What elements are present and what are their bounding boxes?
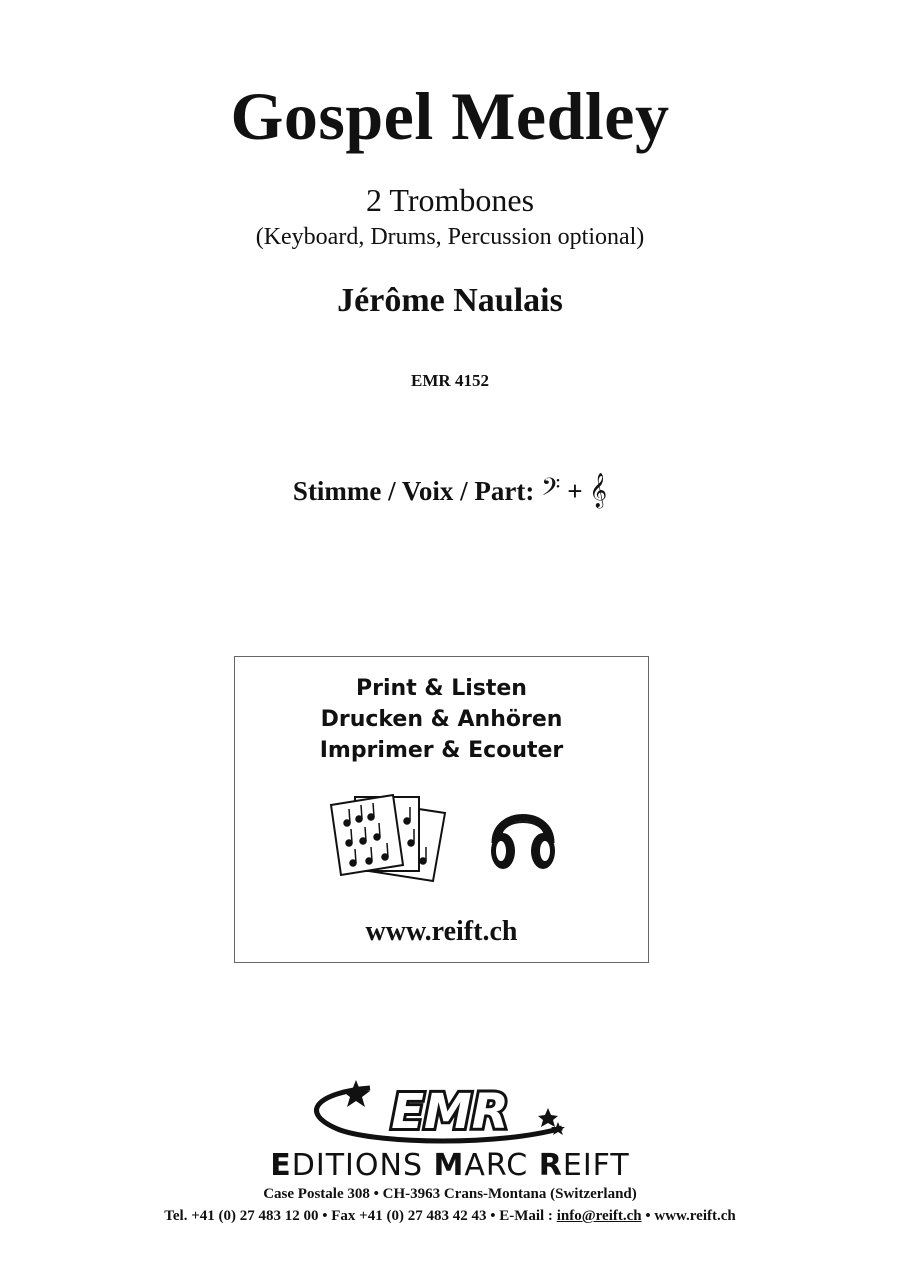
optional-instruments: (Keyboard, Drums, Percussion optional) xyxy=(255,224,645,250)
publisher-address: Case Postale 308 • CH-3963 Crans-Montana (Switzerland) xyxy=(263,1186,637,1202)
brand-initial-m: M xyxy=(433,1148,465,1183)
publisher-name xyxy=(0,1148,900,1184)
promo-line-english: Print & Listen xyxy=(356,676,527,701)
sheet-music-icon xyxy=(327,791,457,883)
email-link[interactable]: info@reift.ch xyxy=(556,1208,642,1224)
brand-initial-e: E xyxy=(270,1148,292,1183)
print-listen-box xyxy=(234,656,649,963)
brand-rest-2: ARC xyxy=(464,1148,539,1183)
brand-rest-1: DITIONS xyxy=(291,1148,434,1183)
promo-line-german: Drucken & Anhören xyxy=(320,707,563,732)
promo-line-french: Imprimer & Ecouter xyxy=(319,738,564,763)
contact-website: • www.reift.ch xyxy=(641,1208,736,1224)
title: Gospel Medley xyxy=(230,78,670,154)
headphones-icon xyxy=(487,795,559,875)
bass-clef-icon: 𝄢 xyxy=(541,473,561,508)
publisher-contact xyxy=(0,1206,900,1226)
catalog-number: EMR 4152 xyxy=(411,371,489,390)
part-plus: + xyxy=(567,476,583,506)
brand-rest-3: EIFT xyxy=(562,1148,630,1183)
part-label: Stimme / Voix / Part: xyxy=(292,476,535,506)
composer: Jérôme Naulais xyxy=(337,282,563,319)
contact-phone-fax: Tel. +41 (0) 27 483 12 00 • Fax +41 (0) 27 483 42 43 • E-Mail : xyxy=(164,1208,557,1224)
instrumentation: 2 Trombones xyxy=(365,182,535,218)
brand-initial-r: R xyxy=(538,1148,563,1183)
treble-clef-icon: 𝄞 xyxy=(589,473,608,508)
logo-text: EMR xyxy=(391,1084,509,1140)
part-line xyxy=(0,473,900,509)
promo-url-link[interactable]: www.reift.ch xyxy=(365,916,518,947)
emr-logo xyxy=(300,1070,580,1150)
